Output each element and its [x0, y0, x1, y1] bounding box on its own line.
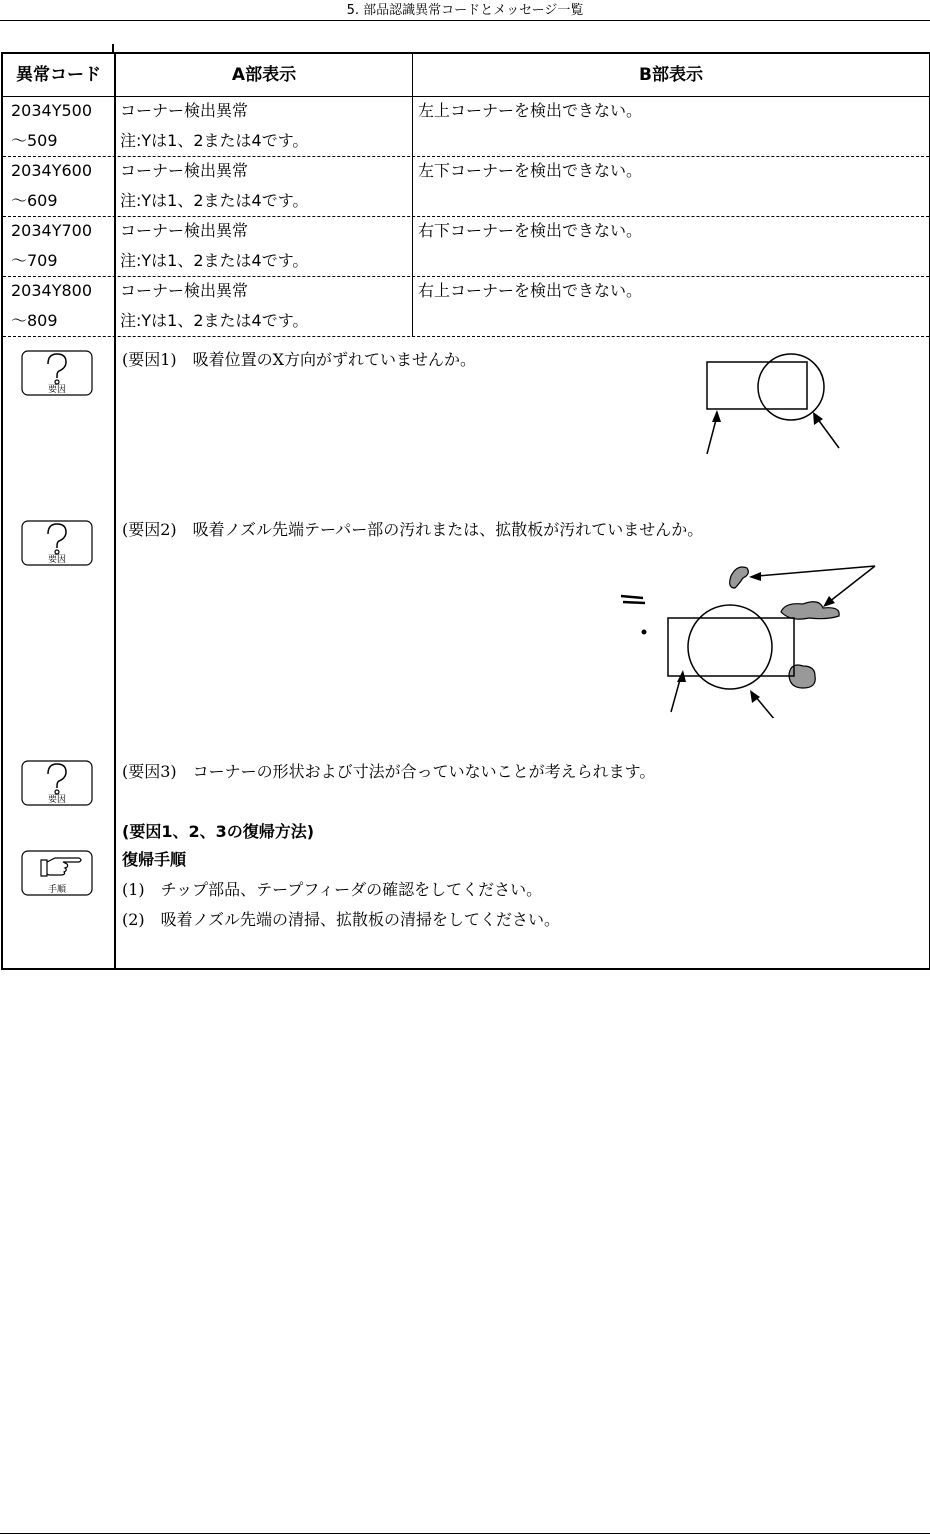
- column-tick: [112, 44, 114, 52]
- row-b-text: 右上コーナーを検出できない。: [418, 281, 643, 300]
- recovery-title: (要因1、2、3の復帰方法): [122, 822, 315, 841]
- row-a-note: 注:Yは1、2または4です。: [120, 131, 309, 150]
- recovery-step: (2) 吸着ノズル先端の清掃、拡散板の清掃をしてください。: [122, 910, 561, 929]
- row-b-text: 右下コーナーを検出できない。: [418, 221, 643, 240]
- cause-1-text: (要因1) 吸着位置のX方向がずれていませんか。: [122, 350, 477, 369]
- row-a-note: 注:Yは1、2または4です。: [120, 311, 309, 330]
- row-b-text: 左下コーナーを検出できない。: [418, 161, 643, 180]
- header-code: 異常コード: [16, 65, 101, 85]
- header-a: A部表示: [231, 65, 297, 85]
- footer-divider: [0, 1533, 930, 1534]
- cause-question-icon: [21, 760, 93, 806]
- row-divider: [3, 336, 929, 337]
- page-header: [0, 0, 930, 21]
- row-a-note: 注:Yは1、2または4です。: [120, 191, 309, 210]
- row-a-text: コーナー検出異常: [120, 161, 249, 180]
- row-code: 2034Y800: [11, 281, 93, 300]
- row-code: 2034Y600: [11, 161, 93, 180]
- row-a-text: コーナー検出異常: [120, 281, 249, 300]
- cause-3-text: (要因3) コーナーの形状および寸法が合っていないことが考えられます。: [122, 762, 656, 781]
- cause-icon-label: 要因: [47, 795, 67, 805]
- cause-question-icon: [21, 350, 93, 396]
- procedure-icon-label: 手順: [47, 885, 67, 895]
- row-a-text: コーナー検出異常: [120, 221, 249, 240]
- page-title: 5. 部品認識異常コードとメッセージ一覧: [346, 3, 584, 18]
- row-b-text: 左上コーナーを検出できない。: [418, 101, 643, 120]
- cause-2-diagram: [613, 558, 883, 718]
- cause-question-icon: [21, 520, 93, 566]
- pointing-hand-icon: [21, 850, 93, 896]
- error-code-table: [1, 52, 930, 970]
- cause-icon-label: 要因: [47, 385, 67, 395]
- row-code-range: ～809: [11, 311, 58, 330]
- row-code-range: ～509: [11, 131, 58, 150]
- row-code-range: ～709: [11, 251, 58, 270]
- cause-2-text: (要因2) 吸着ノズル先端テーパー部の汚れまたは、拡散板が汚れていませんか。: [122, 520, 704, 539]
- row-a-note: 注:Yは1、2または4です。: [120, 251, 309, 270]
- recovery-step: (1) チップ部品、テープフィーダの確認をしてください。: [122, 880, 543, 899]
- row-a-text: コーナー検出異常: [120, 101, 249, 120]
- column-divider: [114, 54, 116, 968]
- row-code: 2034Y500: [11, 101, 93, 120]
- cause-1-diagram: [693, 350, 853, 454]
- row-code-range: ～609: [11, 191, 58, 210]
- recovery-subtitle: 復帰手順: [122, 850, 187, 869]
- header-b: B部表示: [639, 65, 703, 85]
- cause-icon-label: 要因: [47, 555, 67, 565]
- row-code: 2034Y700: [11, 221, 93, 240]
